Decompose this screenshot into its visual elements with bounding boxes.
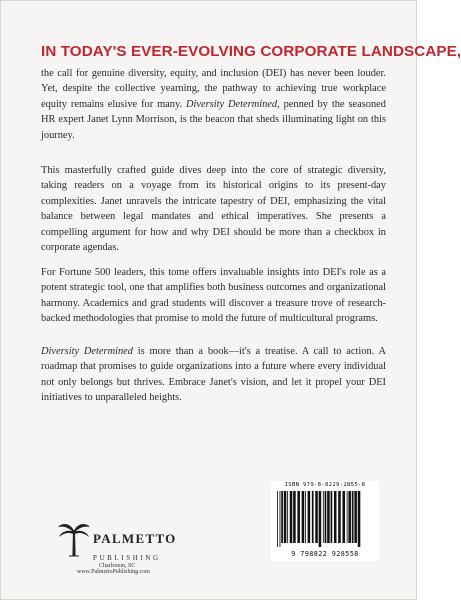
- paragraph-intro-rest: , penned by the seasoned HR expert Janet Lynn Morrison, is the beacon that sheds illuminating light on this journey.: [41, 98, 386, 141]
- book-title-italic: Diversity Determined: [186, 98, 278, 110]
- paragraph-guide: This masterfully crafted guide dives deep into the core of strategic diversity, taking readers on a voyage from its historical origins to its present-day complexities. Janet unravels the intricate tapestry of DEI, emphasizing the vital balance between legal mandates and ethical imperatives. She presents a compelling argument for how and why DEI should be more than a checkbox in corporate agendas.: [41, 165, 386, 254]
- paragraph-intro: [41, 66, 386, 143]
- publisher-url: www.PalmettoPublishing.com: [77, 569, 150, 575]
- paragraph-closing: [41, 344, 386, 406]
- barcode-image: [273, 491, 377, 549]
- publisher-city: Charleston, SC: [99, 563, 136, 569]
- headline: IN TODAY'S EVER-EVOLVING CORPORATE LANDSCAPE,: [41, 43, 461, 60]
- palmetto-tree-icon: [57, 521, 91, 557]
- paragraph-closing-rest: is more than a book—it's a treatise. A call to action. A roadmap that promises to guide organizations into a future where every individual not only belongs but thrives. Embrace Janet's vision, and let it propel your DEI initiatives to unparalleled heights.: [41, 346, 386, 404]
- paragraph-intro-lead: the call for genuine diversity, equity, and inclusion (DEI) has never been louder. Yet, despite the collective yearning, the pathway to achieving true workplace equity remains elusive for many.: [41, 68, 386, 110]
- book-title-italic-2: Diversity Determined: [41, 346, 133, 357]
- barcode-number: 9 798822 928558: [291, 550, 359, 558]
- isbn-label: ISBN 979-8-8229-2855-8: [284, 482, 366, 488]
- publisher-name: PALMETTO: [93, 531, 177, 546]
- paragraph-audience: For Fortune 500 leaders, this tome offers invaluable insights into DEI's role as a potent strategic tool, one that amplifies both business outcomes and organizational harmony. Academics and grad students will discover a treasure trove of research-backed methodologies that promise to mold the future of multicultural programs.: [41, 267, 386, 325]
- publisher-block: [57, 521, 197, 575]
- publisher-subtitle: PUBLISHING: [93, 554, 161, 562]
